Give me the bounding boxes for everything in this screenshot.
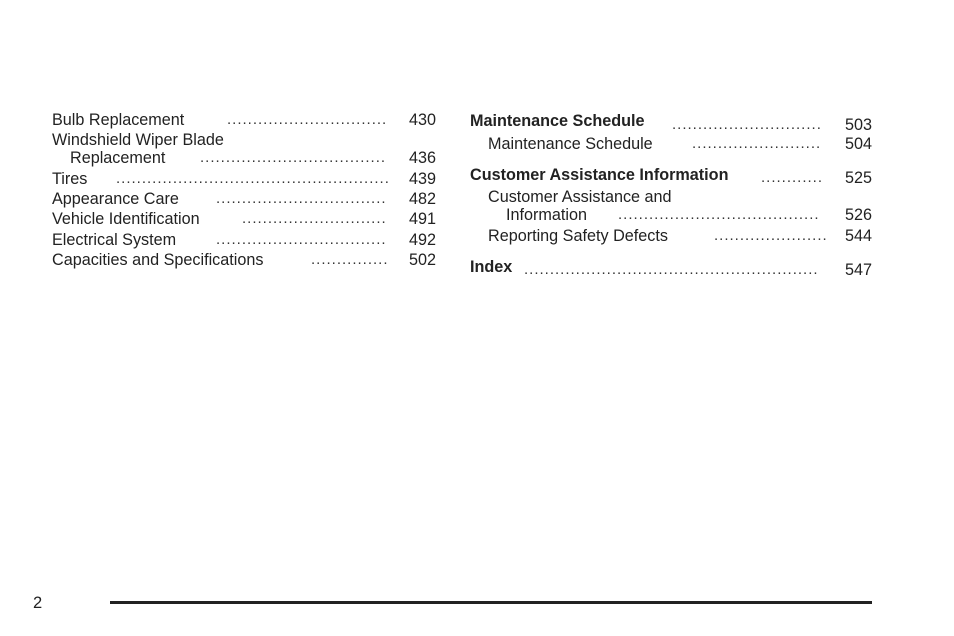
toc-entry-title: Appearance Care	[52, 190, 179, 208]
toc-entry-electrical-system[interactable]	[52, 231, 436, 249]
toc-section-heading: Customer Assistance Information	[470, 166, 729, 184]
toc-entry-capacities-and-specifications[interactable]	[52, 251, 436, 269]
leader-dots: ......................	[714, 227, 828, 244]
toc-entry-maintenance-schedule[interactable]	[470, 135, 872, 153]
toc-entry-page: 544	[844, 227, 872, 245]
toc-entry-title: Customer Assistance and	[488, 188, 672, 206]
page-number: 2	[33, 594, 43, 612]
leader-dots: .................................	[216, 190, 387, 207]
toc-entry-title: Windshield Wiper Blade	[52, 131, 224, 149]
leader-dots: .................................	[216, 231, 387, 248]
toc-entry-reporting-safety-defects[interactable]	[470, 227, 872, 245]
toc-entry-vehicle-identification[interactable]	[52, 210, 436, 228]
toc-entry-page: 503	[844, 116, 872, 134]
toc-entry-page: 491	[408, 210, 436, 228]
toc-entry-appearance-care[interactable]	[52, 190, 436, 208]
toc-entry-title-continuation: Replacement	[70, 149, 166, 167]
toc-entry-page: 430	[408, 111, 436, 129]
toc-entry-title: Bulb Replacement	[52, 111, 185, 129]
toc-entry-tires[interactable]	[52, 170, 436, 188]
toc-entry-page: 492	[408, 231, 436, 249]
toc-entry-title: Capacities and Specifications	[52, 251, 264, 269]
leader-dots: .........................	[692, 135, 822, 152]
toc-entry-page: 436	[408, 149, 436, 167]
toc-entry-page: 504	[844, 135, 872, 153]
toc-entry-page: 547	[844, 261, 872, 279]
toc-entry-page: 525	[844, 169, 872, 187]
leader-dots: ............	[761, 169, 824, 186]
toc-entry-page: 482	[408, 190, 436, 208]
leader-dots: .....................................................	[116, 170, 390, 187]
toc-entry-windshield-wiper-blade[interactable]	[52, 131, 436, 167]
leader-dots: ...............	[311, 251, 389, 268]
toc-entry-page: 502	[408, 251, 436, 269]
toc-section-customer-assistance-information[interactable]	[470, 166, 872, 187]
leader-dots: ....................................	[200, 149, 387, 166]
toc-entry-title: Vehicle Identification	[52, 210, 200, 228]
toc-entry-page: 526	[844, 206, 872, 224]
toc-section-maintenance-schedule[interactable]	[470, 112, 872, 134]
leader-dots: .........................................................	[524, 261, 819, 278]
toc-entry-title: Electrical System	[52, 231, 177, 249]
toc-entry-customer-assistance-and-information[interactable]	[470, 188, 872, 224]
toc-section-index[interactable]	[470, 258, 872, 279]
leader-dots: .......................................	[618, 206, 820, 223]
footer-rule	[110, 601, 872, 604]
toc-entry-title: Maintenance Schedule	[488, 135, 653, 153]
toc-entry-page: 439	[408, 170, 436, 188]
leader-dots: .............................	[672, 116, 822, 133]
leader-dots: ...............................	[227, 111, 388, 128]
toc-entry-title-continuation: Information	[506, 206, 587, 224]
toc-entry-bulb-replacement[interactable]	[52, 111, 436, 129]
leader-dots: ............................	[242, 210, 387, 227]
toc-section-heading: Index	[470, 258, 513, 276]
toc-entry-title: Tires	[52, 170, 88, 188]
toc-section-heading: Maintenance Schedule	[470, 112, 645, 130]
toc-entry-title: Reporting Safety Defects	[488, 227, 668, 245]
